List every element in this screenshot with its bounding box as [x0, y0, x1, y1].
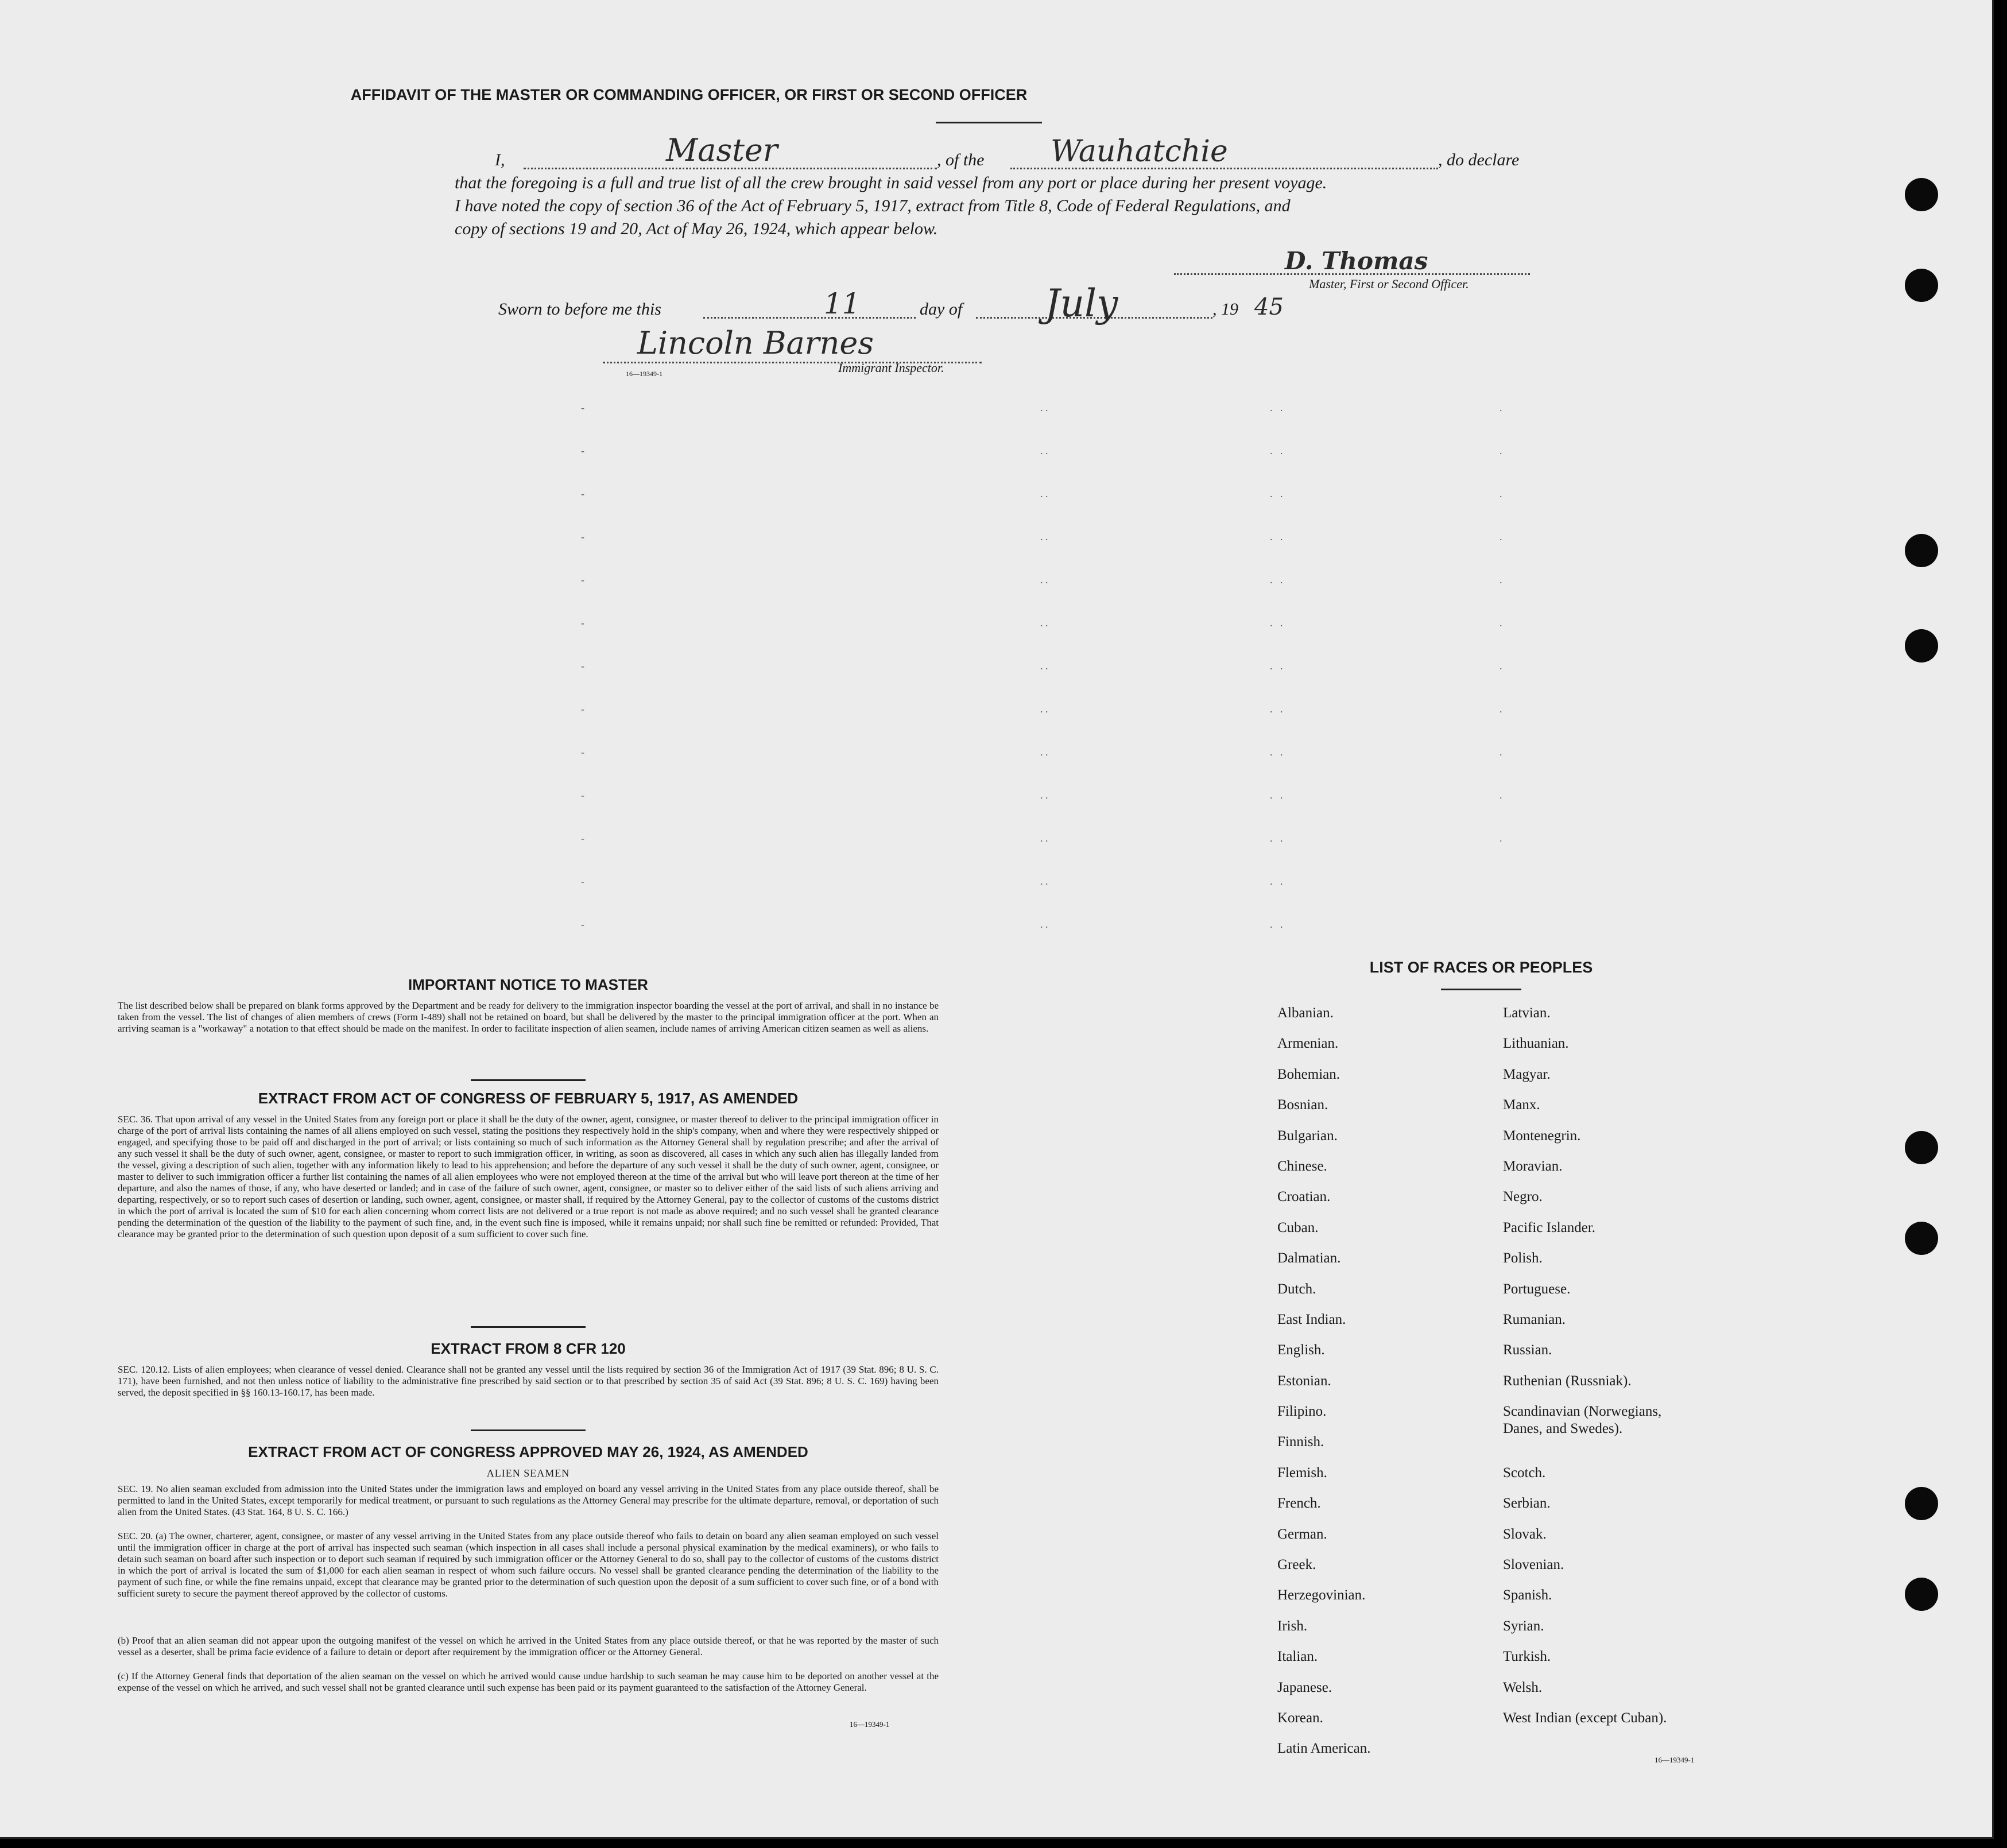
race-item: Dutch.	[1277, 1281, 1316, 1297]
section-divider	[471, 1079, 586, 1081]
affidavit-body-line: that the foregoing is a full and true list of all the crew brought in said vessel from any port or place during her present voyage.	[455, 173, 1327, 192]
race-item: Serbian.	[1503, 1496, 1551, 1512]
extract-1924-sec20c: (c) If the Attorney General finds that deportation of the alien seaman on the vessel on which he arrived would cause undue hardship to such seaman he may cause him to be deported on another vessel at the expense of the vessel on which he arrived, and such vessel shall not be granted clearance until such expense has been paid or its payment guaranteed to the satisfaction of the Attorney General.	[118, 1671, 939, 1693]
race-item: English.	[1277, 1342, 1325, 1358]
race-item: Rumanian.	[1503, 1311, 1566, 1327]
document-page: AFFIDAVIT OF THE MASTER OR COMMANDING OFFICER, OR FIRST OR SECOND OFFICER I, Master , of the Wauhatchie , do declare that the foregoing is a full and true list of all the crew brought in said vessel from any port or place during her present voyage. I have noted the copy of section 36 of the Act of February 5, 1917, extract from Title 8, Code of Federal Regulations, and copy of sections 19 and 20, Act of May 26, 1924, which appear below. D. Thomas Master, First or Second Officer. Sworn to before me this 11 day of July , 19 45 Lincoln Barnes Immigrant Inspector. 16—19349-1 - - - - - - - - - - - - - . . . . . . . . . . . . . . . . . . . . . . . . . . . . . . . . . . . . . . . . . . . . . . . . . . . . . . . . . . . . . . . IMPORTANT NOTICE TO MASTER The list described below shall be prepared on blank forms approved by the Department and be ready for delivery to the immigration inspector boarding the vessel at the port of arrival, and shall in no instance be taken from the vessel. The list of changes of alien members of crews (Form I-489) shall not be retained on board, but shall be delivered by the master to the principal immigration officer at the port. When an arriving seaman is a "workaway" a notation to that effect should be made on the manifest. In order to facilitate inspection of alien seamen, include names of arriving American citizen seamen as well as aliens. EXTRACT FROM ACT OF CONGRESS OF FEBRUARY 5, 1917, AS AMENDED SEC. 36. That upon arrival of any vessel in the United States from any foreign port or place it shall be the duty of the owner, agent, consignee, or master thereof to deliver to the principal immigration officer in charge of the port of arrival lists containing the names of all aliens employed on such vessel, stating the positions they respectively hold in the ship's company, when and where they were respectively shipped or engaged, and specifying those to be paid off and discharged in the port of arrival; or lists containing so much of such information as the Attorney General shall by regulation prescribe; and after the arrival of any such vessel it shall be the duty of such owner, agent, consignee, or master to report to such immigration officer, in writing, as soon as discovered, all cases in which any such alien has illegally landed from the vessel, giving a description of such alien, together with any information likely to lead to his apprehension; and before the departure of any such vessel it shall be the duty of such owner, agent, consignee, or master to deliver to such immigration officer a further list containing the names of all alien employees who were not employed thereon at the time of the arrival but who will leave port thereon at the time of her departure, and also the names of those, if any, who have deserted or landed; and in case of the failure of such owner, agent, consignee, or master so to deliver either of the said lists of such aliens arriving and departing, respectively, or so to report such cases of desertion or landing, such owner, agent, consignee, or master shall, if required by the Attorney General, pay to the collector of customs of the customs district in which the port of arrival is located the sum of $10 for each alien concerning whom correct lists are not delivered or a true report is not made as above required; and no such vessel shall be granted clearance pending the determination of the question of the liability to the payment of such fine, and, in the event such fine is imposed, while it remains unpaid; nor shall such fine be remitted or refunded: Provided, That clearance may be granted prior to the determination of such question upon deposit of a sum sufficient to cover such fine. EXTRACT FROM 8 CFR 120 SEC. 120.12. Lists of alien employees; when clearance of vessel denied. Clearance shall not be granted any vessel until the lists required by section 36 of the Immigration Act of 1917 (39 Stat. 896; 8 U. S. C. 171), have been furnished, and not then unless notice of liability to the administrative fine prescribed by said section or to that prescribed by section 35 of said Act (39 Stat. 896; 8 U. S. C. 169) having been served, the deposit specified in §§ 160.13-160.17, has been made. EXTRACT FROM ACT OF CONGRESS APPROVED MAY 26, 1924, AS AMENDED ALIEN SEAMEN SEC. 19. No alien seaman excluded from admission into the United States under the immigration laws and employed on board any vessel arriving in the United States from any place outside thereof, shall be permitted to land in the United States, except temporarily for medical treatment, or pursuant to such regulations as the Attorney General may prescribe for the ultimate departure, removal, or deportation of such alien from the United States. (43 Stat. 164, 8 U. S. C. 166.) SEC. 20. (a) The owner, charterer, agent, consignee, or master of any vessel arriving in the United States from any place outside thereof who fails to detain on board any alien seaman employed on such vessel until the immigration officer in charge at the port of arrival has inspected such seaman (which inspection in all cases shall include a personal physical examination by the medical examiners), or who fails to detain such seaman on board after such inspection or to deport such seaman if required by such immigration officer or the Attorney General to do so, shall pay to the collector of customs of the customs district in which the port of arrival is located the sum of $1,000 for each alien seaman in respect of whom such failure occurs. No vessel shall be granted clearance pending the determination of the liability to the payment of such fine, or while the fine remains unpaid, except that clearance may be granted prior to the determination of such question upon the deposit of a sum sufficient to cover such fine, or of a bond with sufficient surety to secure the payment thereof approved by the collector of customs. (b) Proof that an alien seaman did not appear upon the outgoing manifest of the vessel on which he arrived in the United States from any place outside thereof, or that he was reported by the master of such vessel as a deserter, shall be prima facie evidence of a failure to detain or deport after requirement by the immigration officer or the Attorney General. (c) If the Attorney General finds that deportation of the alien seaman on the vessel on which he arrived would cause undue hardship to such seaman he may cause him to be deported on another vessel at the expense of the vessel on which he arrived, and such vessel shall not be granted clearance until such expense has been paid or its payment guaranteed to the satisfaction of the Attorney General. 16—19349-1 LIST OF RACES OR PEOPLES Albanian. Armenian. Bohemian. Bosnian. Bulgarian. Chinese. Croatian. Cuban. Dalmatian. Dutch. East Indian. English. Estonian. Filipino. Finnish. Flemish. French. German. Greek. Herzegovinian. Irish. Italian. Japanese. Korean. Latin American. Latvian. Lithuanian. Magyar. Manx. Montenegrin. Moravian. Negro. Pacific Islander. Polish. Portuguese. Rumanian. Russian. Ruthenian (Russniak). Scandinavian (Norwegians, Danes, and Swedes). Scotch. Serbian. Slovak. Slovenian. Spanish. Syrian. Turkish. Welsh. West Indian (except Cuban). 16—19349-1	[0, 0, 1994, 1839]
race-item: Albanian.	[1277, 1005, 1334, 1021]
race-item: Latin American.	[1277, 1741, 1371, 1757]
races-left-column	[1277, 1005, 1495, 1771]
race-item: Slovak.	[1503, 1526, 1547, 1542]
race-item: Lithuanian.	[1503, 1036, 1569, 1052]
race-item: Herzegovinian.	[1277, 1587, 1366, 1603]
officer-caption: Master, First or Second Officer.	[1309, 277, 1469, 291]
punch-hole	[1905, 1131, 1938, 1164]
race-item: Armenian.	[1277, 1036, 1339, 1052]
race-item: Magyar.	[1503, 1066, 1551, 1082]
race-item: Turkish.	[1503, 1649, 1551, 1665]
race-item: Negro.	[1503, 1189, 1543, 1205]
i-label: I,	[495, 150, 505, 169]
race-item: German.	[1277, 1526, 1327, 1542]
race-item: Syrian.	[1503, 1618, 1544, 1634]
extract-cfr-text: SEC. 120.12. Lists of alien employees; when clearance of vessel denied. Clearance shall not be granted any vessel until the lists required by section 36 of the Immigration Act of 1917 (39 Stat. 896; 8 U. S. C. 171), have been furnished, and not then unless notice of liability to the administrative fine prescribed by said section or to that prescribed by section 35 of said Act (39 Stat. 896; 8 U. S. C. 169) having been served, the deposit specified in §§ 160.13-160.17, has been made.	[118, 1364, 939, 1398]
race-item: Dalmatian.	[1277, 1250, 1341, 1266]
race-item: West Indian (except Cuban).	[1503, 1710, 1667, 1726]
day-field-line	[703, 317, 916, 319]
punch-hole	[1905, 178, 1938, 211]
officer-signature: D. Thomas	[1285, 247, 1428, 275]
sworn-day: 11	[824, 287, 861, 320]
race-item: French.	[1277, 1496, 1321, 1512]
race-item: Slovenian.	[1503, 1557, 1564, 1573]
affidavit-body-line: copy of sections 19 and 20, Act of May 26, 1924, which appear below.	[455, 219, 938, 238]
race-item: Estonian.	[1277, 1373, 1331, 1389]
affidavit-title: AFFIDAVIT OF THE MASTER OR COMMANDING OFFICER, OR FIRST OR SECOND OFFICER	[350, 86, 1028, 103]
extract-1917-text: SEC. 36. That upon arrival of any vessel in the United States from any foreign port or place it shall be the duty of the owner, agent, consignee, or master thereof to deliver to the principal immigration officer in charge of the port of arrival lists containing the names of all aliens employed on such vessel, stating the positions they respectively hold in the ship's company, when and where they were respectively shipped or engaged, and specifying those to be paid off and discharged in the port of arrival; or lists containing so much of such information as the Attorney General shall by regulation prescribe; and after the arrival of any such vessel it shall be the duty of such owner, agent, consignee, or master to report to such immigration officer, in writing, as soon as discovered, all cases in which any such alien has illegally landed from the vessel, giving a description of such alien, together with any information likely to lead to his apprehension; and before the departure of any such vessel it shall be the duty of such owner, agent, consignee, or master to deliver to such immigration officer a further list containing the names of all alien employees who were not employed thereon at the time of the arrival but who will leave port thereon at the time of her departure, and also the names of those, if any, who have deserted or landed; and in case of the failure of such owner, agent, consignee, or master so to deliver either of the said lists of such aliens arriving and departing, respectively, or so to report such cases of desertion or landing, such owner, agent, consignee, or master shall, if required by the Attorney General, pay to the collector of customs of the customs district in which the port of arrival is located the sum of $10 for each alien concerning whom correct lists are not delivered or a true report is not made as above required; and no such vessel shall be granted clearance pending the determination of the question of the liability to the payment of such fine, and, in the event such fine is imposed, while it remains unpaid; nor shall such fine be remitted or refunded: Provided, That clearance may be granted prior to the determination of such question upon deposit of a sum sufficient to cover such fine.	[118, 1114, 939, 1239]
punch-hole	[1905, 1222, 1938, 1255]
extract-cfr-title: EXTRACT FROM 8 CFR 120	[431, 1340, 626, 1357]
races-right-column	[1503, 1005, 1801, 1740]
race-item: Ruthenian (Russniak).	[1503, 1373, 1632, 1389]
race-item: Japanese.	[1277, 1679, 1332, 1695]
extract-1924-title: EXTRACT FROM ACT OF CONGRESS APPROVED MAY 26, 1924, AS AMENDED	[248, 1443, 808, 1460]
extract-1924-subtitle: ALIEN SEAMEN	[486, 1467, 570, 1479]
race-item: Bosnian.	[1277, 1097, 1328, 1113]
race-item: Russian.	[1503, 1342, 1552, 1358]
sworn-month: July	[1045, 281, 1118, 326]
extract-form-number: 16—19349-1	[850, 1720, 890, 1729]
race-item: Scotch.	[1503, 1465, 1546, 1481]
inspector-caption: Immigrant Inspector.	[838, 361, 944, 375]
day-of-label: day of	[920, 300, 963, 319]
race-item: Irish.	[1277, 1618, 1308, 1634]
affidavit-form-number: 16—19349-1	[626, 370, 662, 378]
race-item: Filipino.	[1277, 1404, 1327, 1420]
race-item: Montenegrin.	[1503, 1128, 1581, 1144]
race-item: Croatian.	[1277, 1189, 1331, 1205]
race-item: Portuguese.	[1503, 1281, 1571, 1297]
race-item: Chinese.	[1277, 1158, 1327, 1174]
races-form-number: 16—19349-1	[1655, 1756, 1695, 1764]
affidavit-body-line: I have noted the copy of section 36 of the Act of February 5, 1917, extract from Title 8, Code of Federal Regulations, and	[455, 196, 1291, 215]
year-prefix: , 19	[1212, 300, 1238, 319]
master-name: Master	[666, 132, 778, 168]
race-item: Cuban.	[1277, 1219, 1319, 1235]
race-item: Flemish.	[1277, 1465, 1327, 1481]
notice-text: The list described below shall be prepared on blank forms approved by the Department and be ready for delivery to the immigration inspector boarding the vessel at the port of arrival, and shall in no instance be taken from the vessel. The list of changes of alien members of crews (Form I-489) shall not be retained on board, but shall be delivered by the master to the principal immigration officer at the port. When an arriving seaman is a "workaway" a notation to that effect should be made on the manifest. In order to facilitate inspection of alien seamen, include names of arriving American citizen seamen as well as aliens.	[118, 1000, 939, 1034]
do-declare-label: , do declare	[1438, 150, 1520, 169]
race-item: Manx.	[1503, 1097, 1540, 1113]
section-divider	[471, 1326, 586, 1328]
race-item: Scandinavian (Norwegians, Danes, and Swedes).	[1503, 1404, 1662, 1437]
race-item: Polish.	[1503, 1250, 1543, 1266]
officer-signature-line	[1174, 273, 1530, 275]
race-item: East Indian.	[1277, 1311, 1346, 1327]
race-item: Spanish.	[1503, 1587, 1552, 1603]
race-item: Korean.	[1277, 1710, 1323, 1726]
races-title: LIST OF RACES OR PEOPLES	[1369, 959, 1593, 976]
title-underline	[936, 122, 1042, 123]
race-item: Greek.	[1277, 1557, 1316, 1573]
race-item: Pacific Islander.	[1503, 1219, 1596, 1235]
race-item: Latvian.	[1503, 1005, 1551, 1021]
year-suffix: 45	[1254, 294, 1284, 320]
vessel-name: Wauhatchie	[1051, 134, 1228, 169]
race-item: Finnish.	[1277, 1434, 1324, 1450]
inspector-signature: Lincoln Barnes	[637, 325, 874, 361]
races-title-underline	[1441, 989, 1521, 990]
punch-hole	[1905, 1487, 1938, 1520]
punch-hole	[1905, 1578, 1938, 1611]
punch-hole	[1905, 269, 1938, 302]
extract-1917-title: EXTRACT FROM ACT OF CONGRESS OF FEBRUARY 5, 1917, AS AMENDED	[258, 1090, 799, 1107]
race-item: Italian.	[1277, 1649, 1318, 1665]
extract-1924-sec20a: SEC. 20. (a) The owner, charterer, agent, consignee, or master of any vessel arriving in the United States from any place outside thereof who fails to detain on board any alien seaman employed on such vessel until the immigration officer in charge at the port of arrival has inspected such seaman (which inspection in all cases shall include a personal physical examination by the medical examiners), or who fails to detain such seaman on board after such inspection or to deport such seaman if required by such immigration officer or the Attorney General to do so, shall pay to the collector of customs of the customs district in which the port of arrival is located the sum of $1,000 for each alien seaman in respect of whom such failure occurs. No vessel shall be granted clearance pending the determination of the liability to the payment of such fine, or while the fine remains unpaid, except that clearance may be granted prior to the determination of such question upon the deposit of a sum sufficient to cover such fine, or of a bond with sufficient surety to secure the payment thereof approved by the collector of customs.	[118, 1531, 939, 1599]
of-the-label: , of the	[937, 150, 985, 169]
punch-hole	[1905, 534, 1938, 567]
race-item: Welsh.	[1503, 1679, 1543, 1695]
notice-title: IMPORTANT NOTICE TO MASTER	[408, 976, 648, 993]
race-item: Moravian.	[1503, 1158, 1563, 1174]
race-item: Bulgarian.	[1277, 1128, 1338, 1144]
sworn-label: Sworn to before me this	[498, 300, 661, 319]
section-divider	[471, 1429, 586, 1431]
extract-1924-sec19: SEC. 19. No alien seaman excluded from admission into the United States under the immigration laws and employed on board any vessel arriving in the United States from any place outside thereof, shall be permitted to land in the United States, except temporarily for medical treatment, or pursuant to such regulations as the Attorney General may prescribe for the ultimate departure, removal, or deportation of such alien from the United States. (43 Stat. 164, 8 U. S. C. 166.)	[118, 1483, 939, 1517]
race-item: Bohemian.	[1277, 1066, 1340, 1082]
punch-hole	[1905, 629, 1938, 663]
extract-1924-sec20b: (b) Proof that an alien seaman did not appear upon the outgoing manifest of the vessel on which he arrived in the United States from any place outside thereof, or that he was reported by the master of such vessel as a deserter, shall be prima facie evidence of a failure to detain or deport after requirement by the immigration officer or the Attorney General.	[118, 1635, 939, 1657]
